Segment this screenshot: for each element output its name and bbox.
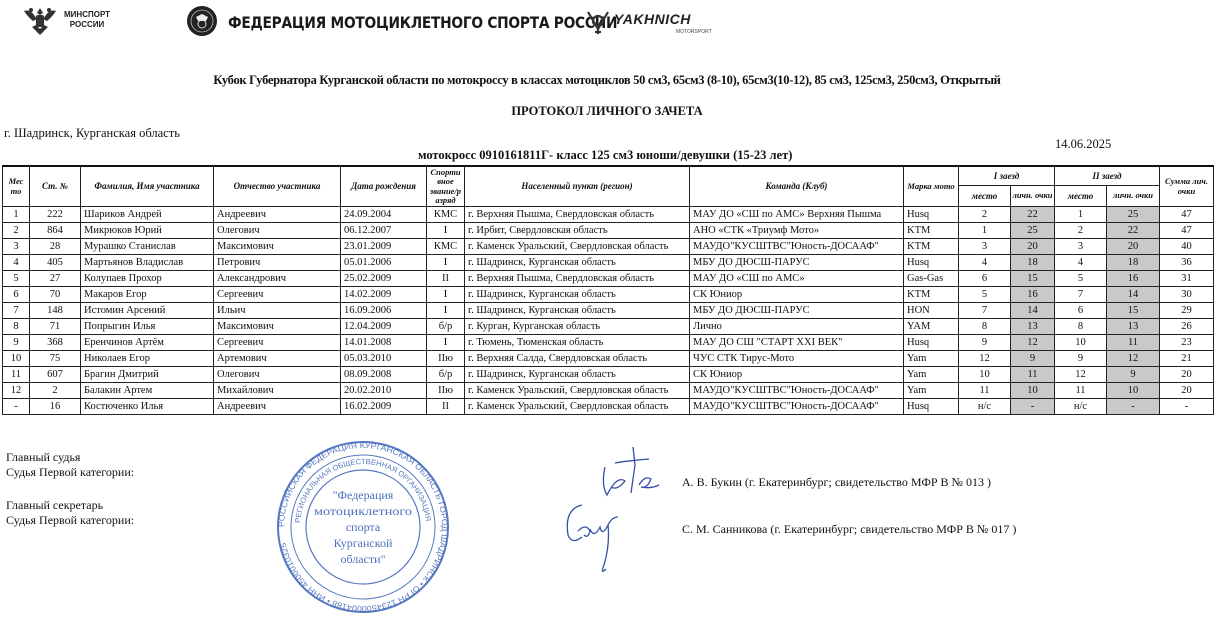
cell-team: ЧУС СТК Тирус-Мото [690, 351, 904, 367]
protocol-title: ПРОТОКОЛ ЛИЧНОГО ЗАЧЕТА [511, 104, 703, 118]
results-table-body [3, 207, 1214, 415]
official-stamp [268, 441, 458, 613]
cell-total: 20 [1160, 383, 1214, 399]
cell-rank: I [427, 303, 465, 319]
table-row [3, 303, 1214, 319]
cell-start-no: 2 [30, 383, 81, 399]
cell-start-no: 28 [30, 239, 81, 255]
event-date: 14.06.2025 [1055, 137, 1112, 151]
cell-race-2-points: 10 [1107, 383, 1160, 399]
cup-title: Кубок Губернатора Курганской области по мотокроссу в классах мотоциклов 50 см3, 65см3 (8-10), 65см3(10-12), 85 см3, 125см3, 250см3, Открытый [213, 73, 1001, 87]
cell-patronymic: Михайлович [214, 383, 341, 399]
cell-city: г. Тюмень, Тюменская область [465, 335, 690, 351]
cell-race-2-place: 4 [1055, 255, 1107, 271]
cell-name: Истомин Арсений [81, 303, 214, 319]
chief-secretary-block [6, 498, 134, 528]
cell-race-1-place: 10 [959, 367, 1011, 383]
cell-total: 21 [1160, 351, 1214, 367]
header-moto: Марка мото [904, 166, 959, 207]
cell-team: МБУ ДО ДЮСШ-ПАРУС [690, 255, 904, 271]
cell-race-1-place: н/с [959, 399, 1011, 415]
cell-patronymic: Сергеевич [214, 287, 341, 303]
double-headed-eagle-icon [20, 5, 60, 37]
cell-patronymic: Андреевич [214, 207, 341, 223]
chief-judge-title: Главный судья [6, 450, 81, 464]
header-race-2-points: личн. очки [1107, 186, 1160, 207]
cell-place: 5 [3, 271, 30, 287]
cell-race-1-points: 20 [1011, 239, 1055, 255]
cell-birth-date: 24.09.2004 [341, 207, 427, 223]
cell-rank: б/р [427, 319, 465, 335]
cell-patronymic: Максимович [214, 239, 341, 255]
cell-city: г. Шадринск, Курганская область [465, 287, 690, 303]
table-row [3, 223, 1214, 239]
chief-secretary-name: С. М. Санникова (г. Екатеринбург; свидетельство МФР В № 017 ) [682, 522, 1017, 536]
cell-team: СК Юниор [690, 287, 904, 303]
header-race-1: I заезд [959, 166, 1055, 186]
cell-start-no: 405 [30, 255, 81, 271]
cell-race-2-points: 12 [1107, 351, 1160, 367]
table-row [3, 399, 1214, 415]
minsport-label [64, 10, 110, 30]
cell-patronymic: Сергеевич [214, 335, 341, 351]
cell-place: 9 [3, 335, 30, 351]
chief-judge-category: Судья Первой категории: [6, 465, 135, 479]
cell-place: 7 [3, 303, 30, 319]
stamp-line-5: области" [340, 552, 386, 566]
cell-race-1-place: 7 [959, 303, 1011, 319]
cell-race-2-points: 9 [1107, 367, 1160, 383]
cell-race-2-place: 12 [1055, 367, 1107, 383]
cell-race-1-points: 9 [1011, 351, 1055, 367]
cell-place: 6 [3, 287, 30, 303]
table-row [3, 367, 1214, 383]
cell-rank: I [427, 223, 465, 239]
cell-start-no: 607 [30, 367, 81, 383]
cell-race-2-place: 6 [1055, 303, 1107, 319]
cell-total: 20 [1160, 367, 1214, 383]
table-row [3, 271, 1214, 287]
stamp-line-1: "Федерация [332, 488, 394, 502]
table-row [3, 319, 1214, 335]
cell-city: г. Верхняя Пышма, Свердловская область [465, 271, 690, 287]
cell-city: г. Каменск Уральский, Свердловская область [465, 399, 690, 415]
cell-race-2-points: 14 [1107, 287, 1160, 303]
cell-moto: Husq [904, 399, 959, 415]
cell-name: Шариков Андрей [81, 207, 214, 223]
cell-place: 2 [3, 223, 30, 239]
cell-total: 26 [1160, 319, 1214, 335]
chief-judge-name: А. В. Букин (г. Екатеринбург; свидетельство МФР В № 013 ) [682, 475, 991, 489]
yakhnich-label: YAKHNICH [614, 11, 691, 27]
logo-row [0, 2, 760, 40]
cell-birth-date: 06.12.2007 [341, 223, 427, 239]
cell-name: Еренчинов Артём [81, 335, 214, 351]
cell-rank: I [427, 255, 465, 271]
cell-rank: б/р [427, 367, 465, 383]
cell-name: Балакин Артем [81, 383, 214, 399]
cell-total: 47 [1160, 207, 1214, 223]
cell-team: Лично [690, 319, 904, 335]
cell-birth-date: 23.01.2009 [341, 239, 427, 255]
cell-race-2-place: 8 [1055, 319, 1107, 335]
cell-name: Мурашко Станислав [81, 239, 214, 255]
header-race-1-place: место [959, 186, 1011, 207]
chief-judge-block [6, 450, 134, 480]
cell-rank: II [427, 399, 465, 415]
table-row [3, 207, 1214, 223]
cell-place: - [3, 399, 30, 415]
cell-race-2-points: 22 [1107, 223, 1160, 239]
cell-race-2-points: 25 [1107, 207, 1160, 223]
cell-race-2-points: 11 [1107, 335, 1160, 351]
table-row [3, 255, 1214, 271]
cell-rank: IIю [427, 351, 465, 367]
cell-place: 12 [3, 383, 30, 399]
cell-rank: КМС [427, 239, 465, 255]
cell-total: 30 [1160, 287, 1214, 303]
cell-race-2-place: 3 [1055, 239, 1107, 255]
cell-race-1-place: 3 [959, 239, 1011, 255]
cell-total: 47 [1160, 223, 1214, 239]
cell-race-2-points: - [1107, 399, 1160, 415]
cell-patronymic: Максимович [214, 319, 341, 335]
cell-total: 40 [1160, 239, 1214, 255]
cell-start-no: 71 [30, 319, 81, 335]
cell-race-1-points: - [1011, 399, 1055, 415]
federation-title: ФЕДЕРАЦИЯ МОТОЦИКЛЕТНОГО СПОРТА РОССИИ [228, 13, 618, 32]
stamp-inner-ring: РЕГИОНАЛЬНАЯ ОБЩЕСТВЕННАЯ ОРГАНИЗАЦИЯ [293, 456, 433, 524]
table-row [3, 351, 1214, 367]
cell-city: г. Ирбит, Свердловская область [465, 223, 690, 239]
cell-birth-date: 05.03.2010 [341, 351, 427, 367]
cell-city: г. Шадринск, Курганская область [465, 255, 690, 271]
cell-team: МАУДО"КУСШТВС"Юность-ДОСААФ" [690, 383, 904, 399]
cell-start-no: 148 [30, 303, 81, 319]
cell-place: 4 [3, 255, 30, 271]
cell-race-1-place: 6 [959, 271, 1011, 287]
cell-place: 8 [3, 319, 30, 335]
cell-birth-date: 16.09.2006 [341, 303, 427, 319]
results-table [2, 165, 1214, 415]
cell-race-1-points: 13 [1011, 319, 1055, 335]
cell-birth-date: 25.02.2009 [341, 271, 427, 287]
cell-rank: II [427, 271, 465, 287]
stamp-line-3: спорта [345, 520, 381, 534]
cell-city: г. Верхняя Пышма, Свердловская область [465, 207, 690, 223]
cell-total: 36 [1160, 255, 1214, 271]
cell-total: 23 [1160, 335, 1214, 351]
cell-city: г. Шадринск, Курганская область [465, 367, 690, 383]
cell-race-2-place: 9 [1055, 351, 1107, 367]
cell-place: 3 [3, 239, 30, 255]
cell-start-no: 864 [30, 223, 81, 239]
cell-name: Микрюков Юрий [81, 223, 214, 239]
cell-patronymic: Олегович [214, 223, 341, 239]
cell-moto: KTM [904, 223, 959, 239]
cell-place: 1 [3, 207, 30, 223]
cell-place: 11 [3, 367, 30, 383]
minsport-line-2: РОССИИ [69, 20, 105, 29]
header-place: Мес то [3, 166, 30, 207]
cell-race-1-points: 14 [1011, 303, 1055, 319]
cell-race-2-place: 11 [1055, 383, 1107, 399]
cell-race-1-points: 16 [1011, 287, 1055, 303]
cell-name: Костюченко Илья [81, 399, 214, 415]
header-race-2: II заезд [1055, 166, 1160, 186]
cell-start-no: 70 [30, 287, 81, 303]
cell-team: АНО «СТК «Триумф Мото» [690, 223, 904, 239]
cell-name: Колупаев Прохор [81, 271, 214, 287]
cell-race-1-points: 10 [1011, 383, 1055, 399]
cell-moto: Husq [904, 207, 959, 223]
chief-secretary-category: Судья Первой категории: [6, 513, 135, 527]
cell-rank: I [427, 335, 465, 351]
cell-team: МАУ ДО «СШ по АМС» Верхняя Пышма [690, 207, 904, 223]
header-name: Фамилия, Имя участника [81, 166, 214, 207]
cell-start-no: 27 [30, 271, 81, 287]
cell-race-2-place: 10 [1055, 335, 1107, 351]
cell-city: г. Верхняя Салда, Свердловская область [465, 351, 690, 367]
cell-birth-date: 16.02.2009 [341, 399, 427, 415]
cell-start-no: 368 [30, 335, 81, 351]
cell-race-1-points: 11 [1011, 367, 1055, 383]
cell-race-1-points: 12 [1011, 335, 1055, 351]
cell-race-2-place: н/с [1055, 399, 1107, 415]
header-birth-date: Дата рождения [341, 166, 427, 207]
stamp-line-2: мотоциклетного [314, 504, 412, 518]
cell-start-no: 75 [30, 351, 81, 367]
cell-team: МАУ ДО «СШ по АМС» [690, 271, 904, 287]
cell-total: - [1160, 399, 1214, 415]
cell-race-2-points: 16 [1107, 271, 1160, 287]
minsport-line-1: МИНСПОРТ [64, 10, 111, 19]
cell-race-1-place: 11 [959, 383, 1011, 399]
cell-race-1-place: 12 [959, 351, 1011, 367]
cell-moto: KTM [904, 239, 959, 255]
cell-birth-date: 20.02.2010 [341, 383, 427, 399]
cell-patronymic: Андреевич [214, 399, 341, 415]
chief-secretary-signature [560, 495, 640, 580]
class-title: мотокросс 0910161811Г- класс 125 см3 юноши/девушки (15-23 лет) [418, 148, 793, 162]
cell-birth-date: 12.04.2009 [341, 319, 427, 335]
cell-moto: KTM [904, 287, 959, 303]
cell-patronymic: Петрович [214, 255, 341, 271]
cell-rank: I [427, 287, 465, 303]
cell-race-2-points: 20 [1107, 239, 1160, 255]
cell-city: г. Курган, Курганская область [465, 319, 690, 335]
cell-city: г. Каменск Уральский, Свердловская область [465, 239, 690, 255]
cell-birth-date: 05.01.2006 [341, 255, 427, 271]
cell-race-1-place: 5 [959, 287, 1011, 303]
cell-race-1-points: 22 [1011, 207, 1055, 223]
header-race-2-place: место [1055, 186, 1107, 207]
cell-moto: Yam [904, 383, 959, 399]
yakhnich-emblem-icon [585, 9, 611, 35]
header-city: Населенный пункт (регион) [465, 166, 690, 207]
header-start-no: Ст. № [30, 166, 81, 207]
table-row [3, 335, 1214, 351]
cell-name: Брагин Дмитрий [81, 367, 214, 383]
table-row [3, 239, 1214, 255]
cell-team: МАУДО"КУСШТВС"Юность-ДОСААФ" [690, 399, 904, 415]
cell-name: Мартьянов Владислав [81, 255, 214, 271]
cell-patronymic: Артемович [214, 351, 341, 367]
cell-team: МБУ ДО ДЮСШ-ПАРУС [690, 303, 904, 319]
header-team: Команда (Клуб) [690, 166, 904, 207]
cell-name: Макаров Егор [81, 287, 214, 303]
cell-patronymic: Олегович [214, 367, 341, 383]
cell-race-2-points: 13 [1107, 319, 1160, 335]
yakhnich-sub: MOTORSPORT [676, 29, 712, 35]
header-rank: Спорти вное звание/р азряд [427, 166, 465, 207]
header-patronymic: Отчество участника [214, 166, 341, 207]
cell-team: МАУ ДО СШ "СТАРТ XXI ВЕК" [690, 335, 904, 351]
cell-place: 10 [3, 351, 30, 367]
stamp-line-4: Курганской [333, 536, 393, 550]
cell-race-1-place: 8 [959, 319, 1011, 335]
cell-race-2-place: 5 [1055, 271, 1107, 287]
cell-race-1-place: 4 [959, 255, 1011, 271]
cell-rank: КМС [427, 207, 465, 223]
cell-race-1-points: 25 [1011, 223, 1055, 239]
cell-city: г. Каменск Уральский, Свердловская область [465, 383, 690, 399]
stamp-outer-ring: РОССИЙСКАЯ ФЕДЕРАЦИЯ КУРГАНСКАЯ ОБЛАСТЬ ГОРОД ШАДРИНСК • ОГРН 1234500004188 • ИНН 4500010325 [276, 441, 450, 613]
cell-birth-date: 14.01.2008 [341, 335, 427, 351]
cell-rank: IIю [427, 383, 465, 399]
cell-moto: Yam [904, 367, 959, 383]
cell-total: 29 [1160, 303, 1214, 319]
cell-birth-date: 14.02.2009 [341, 287, 427, 303]
cell-race-1-place: 9 [959, 335, 1011, 351]
cell-team: СК Юниор [690, 367, 904, 383]
cell-race-1-place: 1 [959, 223, 1011, 239]
header-total: Сумма лич. очки [1160, 166, 1214, 207]
cell-total: 31 [1160, 271, 1214, 287]
cell-race-2-place: 2 [1055, 223, 1107, 239]
federation-emblem-icon [186, 5, 218, 37]
cell-moto: HON [904, 303, 959, 319]
cell-moto: YAM [904, 319, 959, 335]
cell-start-no: 222 [30, 207, 81, 223]
cell-race-2-points: 18 [1107, 255, 1160, 271]
cell-name: Николаев Егор [81, 351, 214, 367]
cell-start-no: 16 [30, 399, 81, 415]
cell-name: Попрыгин Илья [81, 319, 214, 335]
cell-moto: Gas-Gas [904, 271, 959, 287]
cell-city: г. Шадринск, Курганская область [465, 303, 690, 319]
cell-race-2-points: 15 [1107, 303, 1160, 319]
table-row [3, 287, 1214, 303]
cell-moto: Yam [904, 351, 959, 367]
cell-birth-date: 08.09.2008 [341, 367, 427, 383]
table-row [3, 383, 1214, 399]
chief-secretary-title: Главный секретарь [6, 498, 104, 512]
cell-moto: Husq [904, 255, 959, 271]
cell-race-2-place: 1 [1055, 207, 1107, 223]
cell-race-1-points: 15 [1011, 271, 1055, 287]
cell-team: МАУДО"КУСШТВС"Юность-ДОСААФ" [690, 239, 904, 255]
cell-race-1-place: 2 [959, 207, 1011, 223]
cell-race-1-points: 18 [1011, 255, 1055, 271]
cell-patronymic: Александрович [214, 271, 341, 287]
cell-patronymic: Ильич [214, 303, 341, 319]
venue-city: г. Шадринск, Курганская область [4, 126, 180, 140]
header-race-1-points: личн. очки [1011, 186, 1055, 207]
cell-moto: Husq [904, 335, 959, 351]
cell-race-2-place: 7 [1055, 287, 1107, 303]
